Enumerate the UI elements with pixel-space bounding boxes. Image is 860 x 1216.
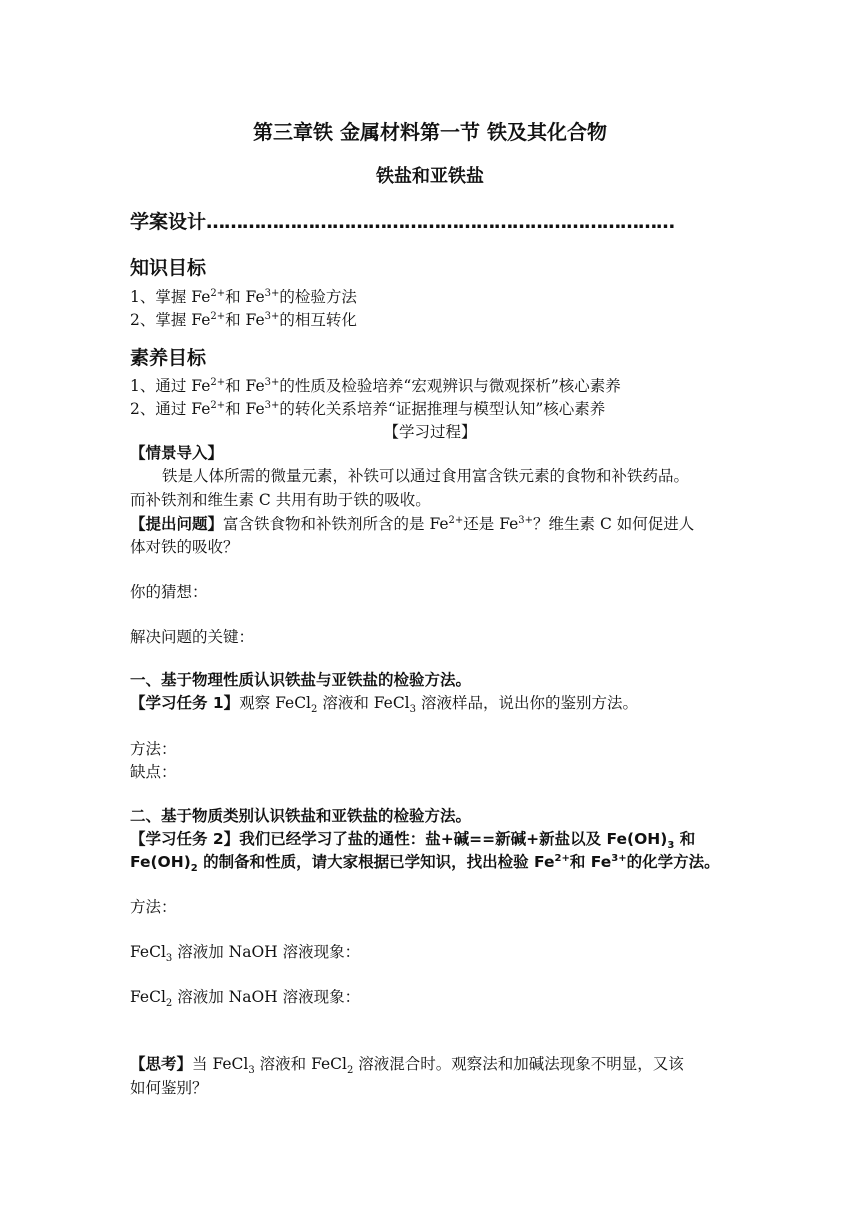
design-heading: 学案设计 [130,211,207,233]
subscript: 2 [190,863,198,875]
subscript: 3 [248,1065,255,1077]
knowledge-item-2 [130,310,357,330]
question-line-1 [130,514,694,534]
page-subtitle: 铁盐和亚铁盐 [376,166,484,187]
guess-prompt: 你的猜想： [130,583,208,601]
fecl3-b: 溶液加 NaOH 溶液现象： [172,943,361,961]
task-2-l2-a: Fe(OH) [130,853,191,871]
question-c: ？维生素 C 如何促进人 [533,515,695,533]
method-prompt-2: 方法： [130,898,177,916]
superscript: 2+ [210,310,226,322]
fecl2-a: FeCl [130,988,166,1006]
task-2-line-1 [130,829,696,852]
section-2-heading: 二、基于物质类别认识铁盐和亚铁盐的检验方法。 [130,807,472,825]
subscript: 3 [165,953,173,965]
literacy-item-1-b: 和 Fe [225,377,265,395]
task-1-label: 【学习任务 1】 [130,694,240,712]
literacy-item-1 [130,376,621,396]
superscript: 2+ [210,376,226,388]
think-line-2: 如何鉴别？ [130,1079,208,1097]
fecl3-a: FeCl [130,943,166,961]
literacy-item-2-b: 和 Fe [225,400,265,418]
subscript: 3 [667,840,675,852]
design-heading-line [130,207,674,234]
superscript: 3+ [264,376,280,388]
superscript: 3+ [264,399,280,411]
fecl3-naoh-prompt [130,942,361,965]
question-line-2: 体对铁的吸收？ [130,538,239,556]
subscript: 2 [311,704,318,716]
knowledge-item-1-a: 1、掌握 Fe [130,288,211,306]
task-1-c: 溶液样品，说出你的鉴别方法。 [416,694,638,712]
literacy-item-1-c: 的性质及检验培养“宏观辨识与微观探析”核心素养 [279,377,621,395]
literacy-item-2 [130,399,605,419]
task-2-label: 【学习任务 2】 [130,830,240,848]
task-2-l1-a: 我们已经学习了盐的通性：盐+碱==新碱+新盐以及 Fe(OH) [239,830,668,848]
intro-heading: 【情景导入】 [130,444,224,462]
superscript: 3+ [264,287,280,299]
fecl2-b: 溶液加 NaOH 溶液现象： [172,988,361,1006]
intro-line-1: 铁是人体所需的微量元素，补铁可以通过食用富含铁元素的食物和补铁药品。 [162,467,690,485]
superscript: 2+ [448,514,464,526]
literacy-heading: 素养目标 [130,347,207,369]
task-2-l2-b: 的制备和性质，请大家根据已学知识，找出检验 Fe [197,853,555,871]
knowledge-item-2-c: 的相互转化 [279,311,357,329]
task-2-line-2 [130,852,720,875]
fecl2-naoh-prompt [130,987,361,1010]
subscript: 2 [165,998,173,1010]
knowledge-heading: 知识目标 [130,257,207,279]
knowledge-item-2-b: 和 Fe [225,311,265,329]
knowledge-item-2-a: 2、掌握 Fe [130,311,211,329]
superscript: 3+ [518,514,534,526]
section-1-heading: 一、基于物理性质认识铁盐与亚铁盐的检验方法。 [130,671,472,689]
task-1-a: 观察 FeCl [239,694,312,712]
literacy-item-2-c: 的转化关系培养“证据推理与模型认知”核心素养 [279,400,606,418]
literacy-item-2-a: 2、通过 Fe [130,400,211,418]
task-2-l2-d: 的化学方法。 [626,853,720,871]
method-prompt-1: 方法： [130,740,177,758]
question-label: 【提出问题】 [130,515,224,533]
task-1-line [130,693,638,716]
think-a: 当 FeCl [192,1055,249,1073]
question-a: 富含铁食物和补铁剂所含的是 Fe [223,515,449,533]
superscript: 2+ [554,852,570,864]
superscript: 3+ [264,310,280,322]
think-c: 溶液混合时。观察法和加碱法现象不明显，又该 [353,1055,684,1073]
subscript: 3 [409,704,417,716]
literacy-item-1-a: 1、通过 Fe [130,377,211,395]
drawback-prompt: 缺点： [130,763,177,781]
process-title: 【学习过程】 [383,423,477,441]
superscript: 3+ [611,852,627,864]
knowledge-item-1-c: 的检验方法 [279,288,357,306]
think-label: 【思考】 [130,1055,193,1073]
task-2-l2-c: 和 Fe [569,853,612,871]
design-dots: …………………………………………………………………… [206,211,675,233]
think-b: 溶液和 FeCl [254,1055,347,1073]
subscript: 2 [346,1065,354,1077]
page-title: 第三章铁 金属材料第一节 铁及其化合物 [253,120,607,144]
superscript: 2+ [210,399,226,411]
task-2-l1-b: 和 [674,830,696,848]
knowledge-item-1-b: 和 Fe [225,288,265,306]
think-line-1 [130,1054,684,1077]
knowledge-item-1 [130,287,357,307]
superscript: 2+ [210,287,226,299]
task-1-b: 溶液和 FeCl [317,694,410,712]
question-b: 还是 Fe [463,515,519,533]
key-prompt: 解决问题的关键： [130,628,255,646]
intro-line-2: 而补铁剂和维生素 C 共用有助于铁的吸收。 [130,491,431,509]
